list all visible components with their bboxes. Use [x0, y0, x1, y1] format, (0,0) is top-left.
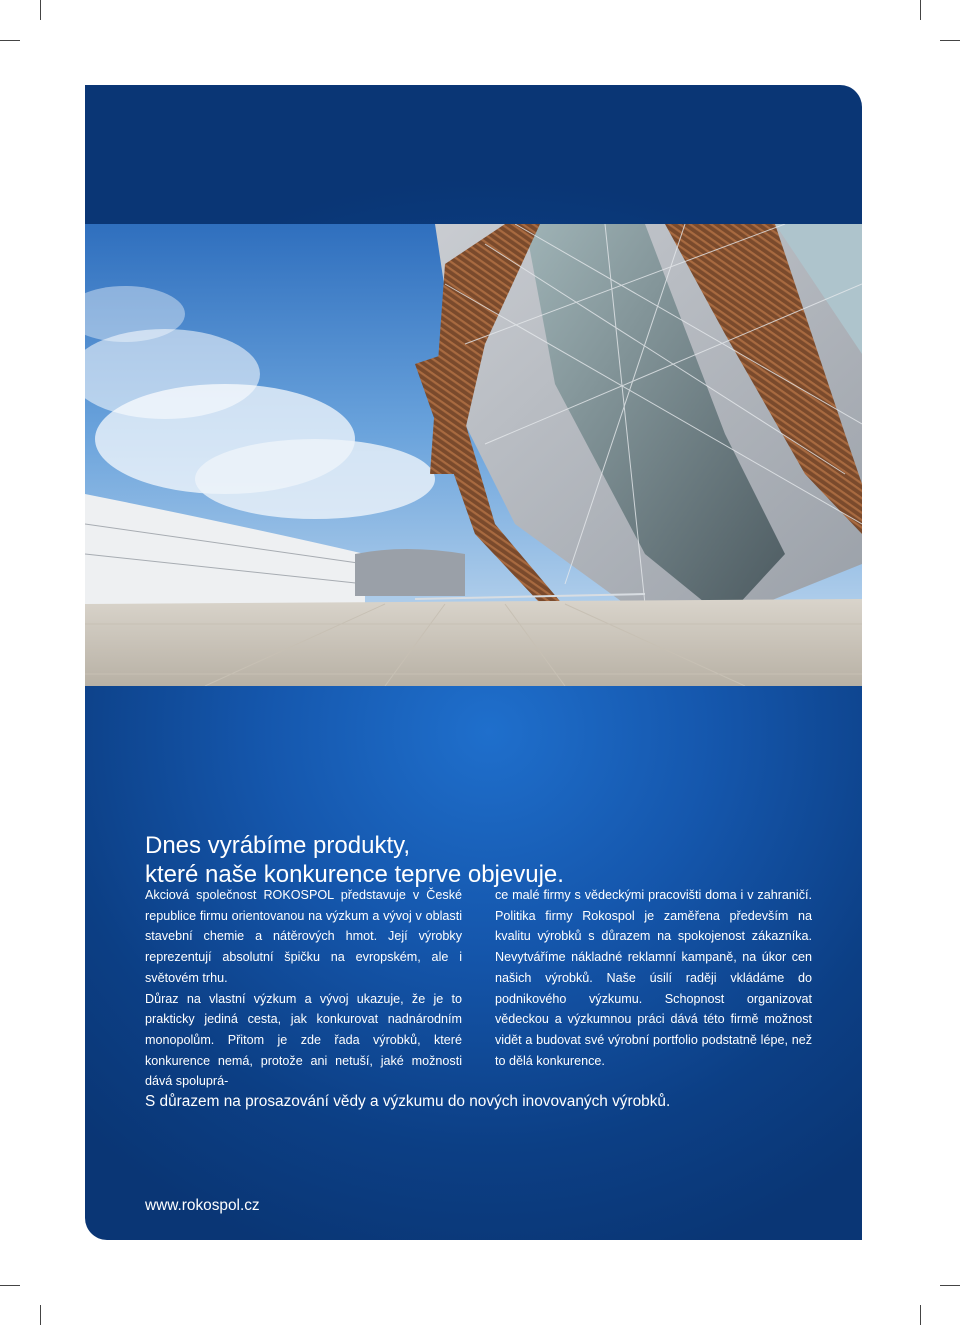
headline — [145, 831, 564, 889]
headline-line-1: Dnes vyrábíme produkty, — [145, 832, 410, 860]
text-column-left — [145, 885, 462, 1092]
crop-mark — [40, 0, 41, 20]
tagline: S důrazem na prosazování vědy a výzkumu do nových inovovaných výrobků. — [145, 1093, 671, 1110]
body-paragraph: Akciová společnost ROKOSPOL představuje v České republice firmu orientovanou na výzkum a vývoj v oblasti stavební chemie a nátěrových hmot. Její výrobky reprezentují absolutní špičku na evropském, ale i světovém trhu. — [145, 888, 462, 985]
crop-mark — [920, 0, 921, 20]
website-link[interactable]: www.rokospol.cz — [145, 1197, 260, 1214]
crop-mark — [920, 1305, 921, 1325]
crop-mark — [40, 1305, 41, 1325]
body-paragraph: Důraz na vlastní výzkum a vývoj ukazuje, že je to prakticky jediná cesta, jak konkurovat nadnárodním monopolům. Přitom je zde řada výrobků, které konkurence nemá, protože ani netuší, jaké možnosti dává spoluprá- — [145, 991, 462, 1089]
headline-line-2: které naše konkurence teprve objevuje. — [145, 861, 564, 889]
crop-mark — [940, 1285, 960, 1286]
crop-mark — [0, 1285, 20, 1286]
crop-mark — [940, 40, 960, 41]
body-paragraph: ce malé firmy s vědeckými pracovišti doma i v zahraničí. Politika firmy Rokospol je zaměřena především na kvalitu výrobků s důrazem na spokojenost zákazníka. Nevytváříme nákladné reklamní kampaně, na úkor cen našich výrobků. Naše úsilí raději vkládáme do podnikového výzkumu. Schopnost organizovat vědeckou a výzkumnou práci dává této firmě možnost vidět a budovat své výrobní portfolio podstatně lépe, než to dělá konkurence. — [495, 888, 812, 1068]
crop-mark — [0, 40, 20, 41]
text-column-right — [495, 885, 812, 1071]
brochure-card — [85, 85, 862, 1240]
architecture-photo — [85, 224, 862, 686]
